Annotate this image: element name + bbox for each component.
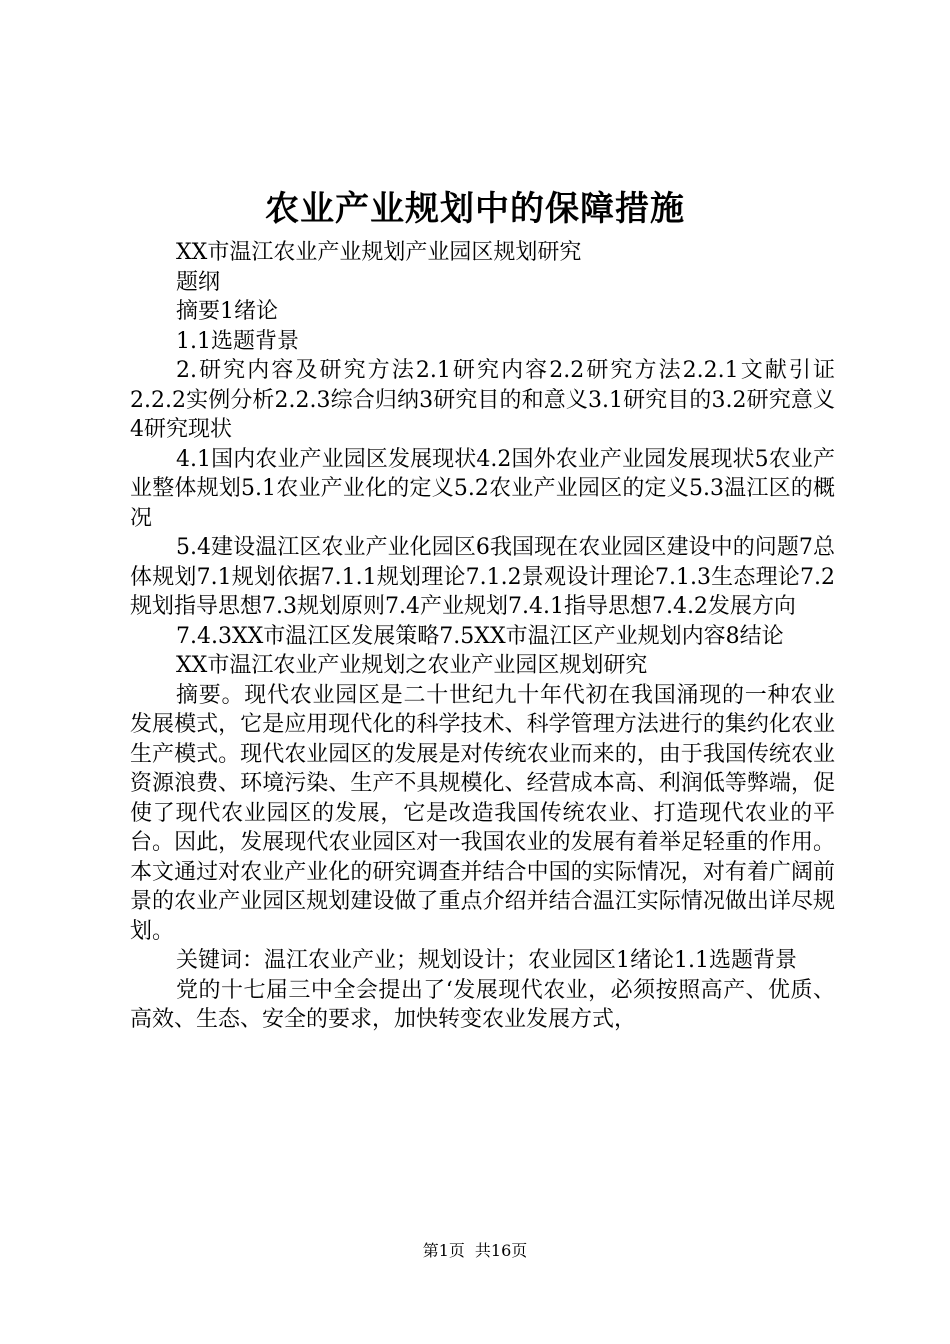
paragraph-outline-5-7: 5.4建设温江区农业产业化园区6我国现在农业园区建设中的问题7总体规划7.1规划依据7.1.1规划理论7.1.2景观设计理论7.1.3生态理论7.2规划指导思想7.3规划原则7.4产业规划7.4.1指导思想7.4.2发展方向 xyxy=(130,535,835,619)
paragraph-abstract: 摘要。现代农业园区是二十世纪九十年代初在我国涌现的一种农业发展模式，它是应用现代化的科学技术、科学管理方法进行的集约化农业生产模式。现代农业园区的发展是对传统农业而来的，由于我国传统农业资源浪费、环境污染、生产不具规模化、经营成本高、利润低等弊端，促使了现代农业园区的发展，它是改造我国传统农业、打造现代农业的平台。因此，发展现代农业园区对一我国农业的发展有着举足轻重的作用。本文通过对农业产业化的研究调查并结合中国的实际情况，对有着广阔前景的农业产业园区规划建设做了重点介绍并结合温江实际情况做出详尽规划。 xyxy=(130,682,835,944)
paragraph-outline-7-8: 7.4.3XX市温江区发展策略7.5XX市温江区产业规划内容8结论 xyxy=(176,623,784,649)
document-title: 农业产业规划中的保障措施 xyxy=(265,189,685,229)
paragraph-outline-4-5: 4.1国内农业产业园区发展现状4.2国外农业产业园发展现状5农业产业整体规划5.1农业产业化的定义5.2农业产业园区的定义5.3温江区的概况 xyxy=(130,446,835,531)
paragraph-outline-1-1: 1.1选题背景 xyxy=(176,328,299,354)
document-body xyxy=(130,238,835,1035)
page-total: 共16页 xyxy=(474,1241,528,1260)
paragraph-outline-abstract: 摘要1绪论 xyxy=(176,299,278,324)
paragraph-body-start: 党的十七届三中全会提出了‘发展现代农业，必须按照高产、优质、高效、生态、安全的要求，加快转变农业发展方式， xyxy=(130,977,835,1032)
paragraph-outline-2-4: 2.研究内容及研究方法2.1研究内容2.2研究方法2.2.1文献引证2.2.2实例分析2.2.3综合归纳3研究目的和意义3.1研究目的3.2研究意义4研究现状 xyxy=(130,358,835,442)
paragraph-subtitle: XX市温江农业产业规划之农业产业园区规划研究 xyxy=(176,653,648,678)
page-number: 第1页 xyxy=(422,1241,465,1260)
paragraph-keywords: 关键词：温江农业产业；规划设计；农业园区1绪论1.1选题背景 xyxy=(176,948,797,973)
page-footer xyxy=(0,1240,950,1262)
paragraph-project-name: XX市温江农业产业规划产业园区规划研究 xyxy=(176,240,582,265)
paragraph-outline-heading: 题纲 xyxy=(176,269,221,295)
